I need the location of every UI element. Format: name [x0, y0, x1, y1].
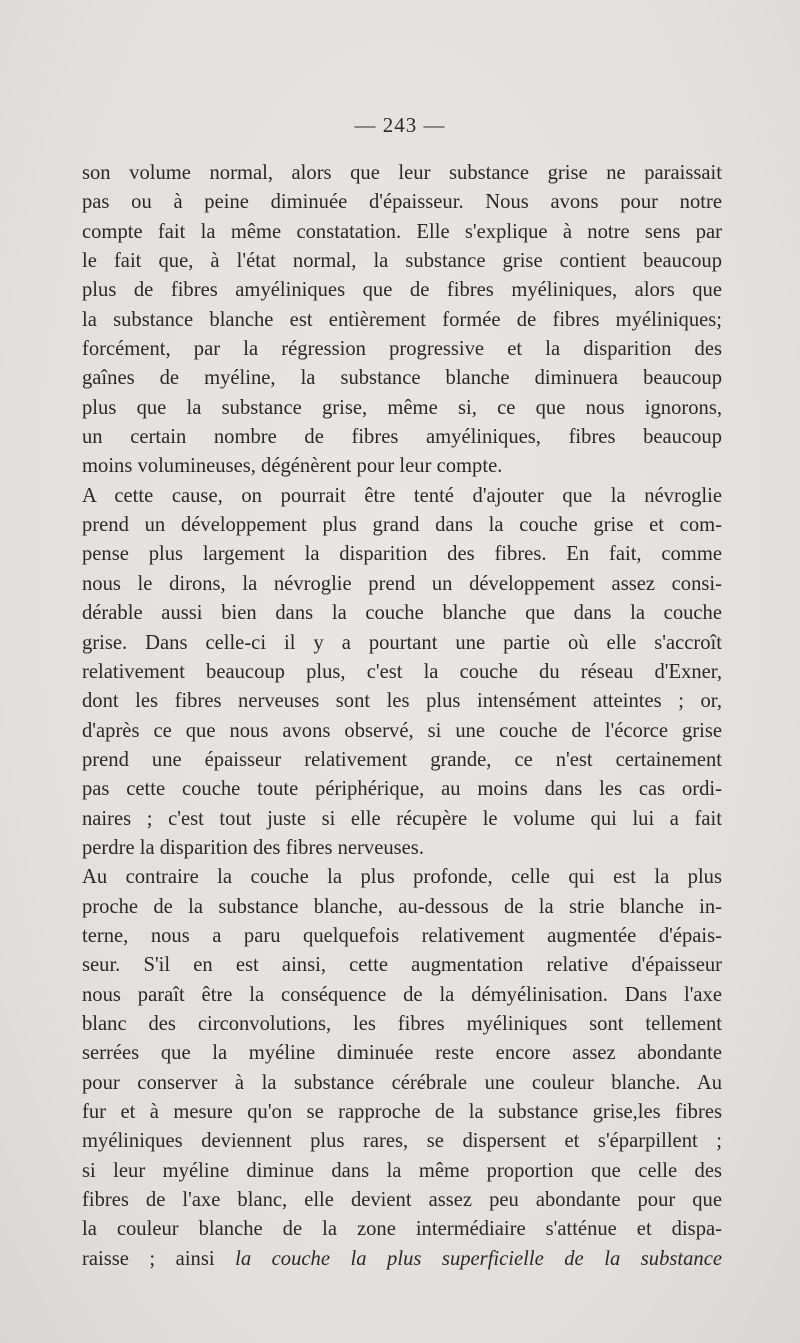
text-line-content: pense plus largement la disparition des fibres. En fait, comme — [82, 543, 722, 566]
text-line-content: seur. S'il en est ainsi, cette augmentation relative d'épaisseur — [82, 954, 722, 977]
text-line-content: perdre la disparition des fibres nerveuses. — [82, 836, 424, 859]
body-text — [82, 159, 722, 1274]
text-line — [82, 922, 722, 951]
text-line-content: grise. Dans celle-ci il y a pourtant une partie où elle s'accroît — [82, 631, 722, 654]
text-line-content: plus que la substance grise, même si, ce que nous ignorons, — [82, 396, 722, 419]
text-line-content: un certain nombre de fibres amyéliniques, fibres beaucoup — [82, 426, 722, 449]
text-line-content: pas ou à peine diminuée d'épaisseur. Nous avons pour notre — [82, 191, 722, 214]
text-line-content: d'après ce que nous avons observé, si une couche de l'écorce grise — [82, 719, 722, 742]
text-line-content: prend un développement plus grand dans la couche grise et com- — [82, 514, 722, 537]
text-line — [82, 452, 722, 481]
text-line-content: pour conserver à la substance cérébrale une couleur blanche. Au — [82, 1071, 722, 1094]
text-line-content: Au contraire la couche la plus profonde, celle qui est la plus — [82, 866, 722, 889]
text-line — [82, 218, 722, 247]
text-line — [82, 1127, 722, 1156]
text-line — [82, 629, 722, 658]
text-line-content: blanc des circonvolutions, les fibres myéliniques sont tellement — [82, 1012, 722, 1035]
text-line — [82, 599, 722, 628]
text-line — [82, 423, 722, 452]
text-line — [82, 159, 722, 188]
text-line-content: plus de fibres amyéliniques que de fibres myéliniques, alors que — [82, 279, 722, 302]
text-line — [82, 394, 722, 423]
text-line — [82, 1157, 722, 1186]
text-line — [82, 540, 722, 569]
text-line — [82, 1245, 722, 1274]
text-line — [82, 746, 722, 775]
text-line — [82, 981, 722, 1010]
text-line-content: le fait que, à l'état normal, la substance grise contient beaucoup — [82, 250, 722, 273]
text-line — [82, 951, 722, 980]
text-line-content: nous paraît être la conséquence de la démyélinisation. Dans l'axe — [82, 983, 722, 1006]
text-line — [82, 364, 722, 393]
text-line-content: relativement beaucoup plus, c'est la couche du réseau d'Exner, — [82, 660, 722, 683]
text-line — [82, 775, 722, 804]
text-line — [82, 717, 722, 746]
text-line — [82, 1039, 722, 1068]
text-line-content: terne, nous a paru quelquefois relativement augmentée d'épais- — [82, 924, 722, 947]
text-line-content: pas cette couche toute périphérique, au moins dans les cas ordi- — [82, 778, 722, 801]
text-line — [82, 1098, 722, 1127]
text-line — [82, 511, 722, 540]
text-line — [82, 570, 722, 599]
text-line-content: son volume normal, alors que leur substance grise ne paraissait — [82, 162, 722, 184]
text-line — [82, 276, 722, 305]
text-line — [82, 188, 722, 217]
text-line — [82, 893, 722, 922]
text-line — [82, 247, 722, 276]
text-line — [82, 306, 722, 335]
text-line-content: fibres de l'axe blanc, elle devient assez peu abondante pour que — [82, 1189, 722, 1212]
text-line-content: forcément, par la régression progressive et la disparition des — [82, 338, 722, 361]
text-line-content: serrées que la myéline diminuée reste encore assez abondante — [82, 1042, 722, 1065]
text-line — [82, 658, 722, 687]
text-line-content: la couleur blanche de la zone intermédiaire s'atténue et dispa- — [82, 1218, 722, 1241]
text-line — [82, 834, 722, 863]
text-line-content: A cette cause, on pourrait être tenté d'ajouter que la névroglie — [82, 484, 722, 507]
text-line-content: raisse ; ainsi — [82, 1247, 236, 1270]
text-line — [82, 863, 722, 892]
text-line-content: compte fait la même constatation. Elle s'explique à notre sens par — [82, 220, 722, 243]
text-line-content: si leur myéline diminue dans la même proportion que celle des — [82, 1159, 722, 1182]
text-line-content: naires ; c'est tout juste si elle récupère le volume qui lui a fait — [82, 807, 722, 830]
text-line-content: moins volumineuses, dégénèrent pour leur compte. — [82, 455, 503, 478]
italic-phrase: la couche la plus superficielle de la substance — [235, 1247, 722, 1270]
page-number: — 243 — — [354, 113, 446, 137]
text-line — [82, 335, 722, 364]
text-line — [82, 1215, 722, 1244]
text-line-content: fur et à mesure qu'on se rapproche de la substance grise,les fibres — [82, 1101, 722, 1123]
text-line-content: nous le dirons, la névroglie prend un développement assez consi- — [82, 572, 722, 595]
text-line — [82, 805, 722, 834]
text-line — [82, 482, 722, 511]
text-line-content: proche de la substance blanche, au-dessous de la strie blanche in- — [82, 895, 722, 918]
text-line-content: prend une épaisseur relativement grande, ce n'est certainement — [82, 748, 722, 771]
text-line-content: myéliniques deviennent plus rares, se dispersent et s'éparpillent ; — [82, 1130, 722, 1153]
text-line — [82, 1186, 722, 1215]
text-line-content: gaînes de myéline, la substance blanche diminuera beaucoup — [82, 367, 722, 390]
text-line — [82, 687, 722, 716]
text-line-content: dont les fibres nerveuses sont les plus intensément atteintes ; or, — [82, 690, 722, 713]
text-line-content: dérable aussi bien dans la couche blanche que dans la couche — [82, 602, 722, 625]
text-line — [82, 1010, 722, 1039]
text-line — [82, 1069, 722, 1098]
text-line-content: la substance blanche est entièrement formée de fibres myéliniques; — [82, 308, 722, 331]
